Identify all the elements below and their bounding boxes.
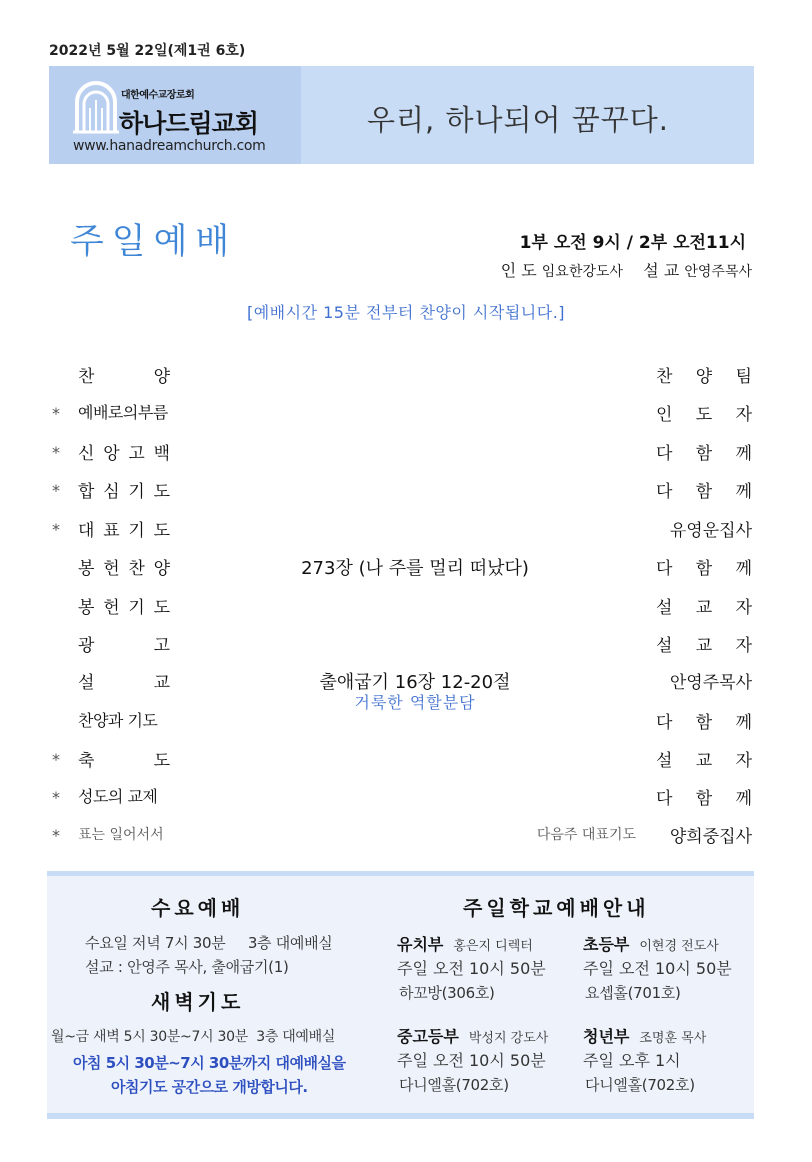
dawn-notice-1: 아침 5시 30분~7시 30분까지 대예배실을 <box>73 1054 346 1072</box>
order-row <box>0 631 812 659</box>
website-url[interactable]: www.hanadreamchurch.com <box>73 138 266 154</box>
order-detail: 273장 (나 주를 멀리 떠났다) <box>301 558 529 579</box>
dept-name: 청년부 <box>583 1027 630 1046</box>
order-footnote <box>0 822 812 850</box>
wednesday-place-text: 3층 대예배실 <box>247 934 333 952</box>
order-leader: 다 함 께 <box>656 713 752 733</box>
order-row <box>0 362 812 390</box>
wednesday-sermon: 설교 : 안영주 목사, 출애굽기(1) <box>85 958 289 976</box>
dept-time: 주일 오전 10시 50분 <box>583 959 732 978</box>
standing-mark: * <box>52 404 60 423</box>
order-row <box>0 439 812 467</box>
dept-name: 중고등부 <box>397 1027 459 1046</box>
dept-time: 주일 오후 1시 <box>583 1051 681 1070</box>
dawn-time <box>51 1026 335 1046</box>
order-row <box>0 477 812 505</box>
sunday-school-title: 주일학교예배안내 <box>463 896 650 920</box>
dept-heading <box>583 932 719 955</box>
church-arch-icon <box>73 78 119 134</box>
service-notice: [예배시간 15분 전부터 찬양이 시작됩니다.] <box>246 303 566 322</box>
dawn-notice-2: 아침기도 공간으로 개방합니다. <box>111 1078 308 1096</box>
order-leader: 찬 양 팀 <box>656 367 752 387</box>
order-row <box>0 708 812 736</box>
header-banner <box>49 66 754 164</box>
standing-mark: * <box>52 443 60 462</box>
order-item: 합 심 기 도 <box>78 482 170 502</box>
sunday-service-title: 주일예배 <box>70 222 238 262</box>
dept-time: 주일 오전 10시 50분 <box>397 1051 546 1070</box>
order-row <box>0 784 812 812</box>
order-leader: 설 교 자 <box>656 751 752 771</box>
order-leader: 다 함 께 <box>656 559 752 579</box>
order-row <box>0 668 812 712</box>
dept-heading <box>397 1024 548 1047</box>
order-row <box>0 400 812 428</box>
standing-mark: * <box>52 788 60 807</box>
dawn-title: 새벽기도 <box>151 990 245 1014</box>
standing-note: 표는 일어서서 <box>78 827 164 843</box>
next-prayer-name: 양희중집사 <box>669 827 752 847</box>
denomination: 대한예수교장로회 <box>121 90 195 101</box>
standing-mark: * <box>52 481 60 500</box>
order-detail: 출애굽기 16장 12-20절 <box>319 672 511 693</box>
order-item: 찬양과 기도 <box>78 711 158 730</box>
dept-place: 다니엘홀(702호) <box>585 1076 695 1094</box>
order-leader: 인 도 자 <box>656 405 752 425</box>
order-item: 찬 양 <box>78 367 170 387</box>
order-row <box>0 516 812 544</box>
order-row <box>0 593 812 621</box>
info-section <box>47 871 754 1119</box>
dept-name: 유치부 <box>397 935 444 954</box>
leader-name: 임요한강도사 <box>541 264 623 280</box>
standing-mark: * <box>52 750 60 769</box>
order-leader: 설 교 자 <box>656 636 752 656</box>
order-item: 설 교 <box>78 673 170 693</box>
dept-place: 요셉홀(701호) <box>585 984 681 1002</box>
dept-place: 하꼬방(306호) <box>399 984 495 1002</box>
service-times: 1부 오전 9시 / 2부 오전11시 <box>519 233 746 253</box>
leader-label: 인 도 <box>500 261 537 280</box>
dept-heading <box>583 1024 706 1047</box>
dept-leader: 박성지 강도사 <box>468 1031 549 1046</box>
order-leader: 유영운집사 <box>669 521 752 541</box>
dept-name: 초등부 <box>583 935 630 954</box>
dept-heading <box>397 932 533 955</box>
order-item: 봉 헌 기 도 <box>78 598 170 618</box>
church-logo <box>49 66 301 164</box>
wednesday-time <box>85 932 332 953</box>
order-item: 예배로의부름 <box>78 403 168 422</box>
issue-date: 2022년 5월 22일(제1권 6호) <box>49 43 246 59</box>
order-item: 축 도 <box>78 751 170 771</box>
church-name: 하나드림교회 <box>119 109 258 138</box>
next-prayer-label: 다음주 대표기도 <box>536 827 636 843</box>
dept-time: 주일 오전 10시 50분 <box>397 959 546 978</box>
preacher-name: 안영주목사 <box>684 264 752 280</box>
wednesday-time-text: 수요일 저녁 7시 30분 <box>85 934 226 952</box>
order-row <box>0 746 812 774</box>
order-item: 광 고 <box>78 636 170 656</box>
preacher-label: 설 교 <box>643 261 680 280</box>
wednesday-title: 수요예배 <box>151 896 245 920</box>
dept-place: 다니엘홀(702호) <box>399 1076 509 1094</box>
order-leader: 다 함 께 <box>656 482 752 502</box>
order-row <box>0 554 812 582</box>
order-leader: 다 함 께 <box>656 444 752 464</box>
order-item: 성도의 교제 <box>78 787 158 806</box>
dawn-time-text: 월~금 새벽 5시 30분~7시 30분 <box>51 1029 248 1045</box>
order-item: 봉 헌 찬 양 <box>78 559 170 579</box>
standing-mark: * <box>52 826 60 845</box>
order-leader: 안영주목사 <box>669 673 752 693</box>
order-item: 대 표 기 도 <box>78 521 170 541</box>
dept-leader: 이현경 전도사 <box>639 939 719 954</box>
church-motto: 우리, 하나되어 꿈꾸다. <box>367 103 669 137</box>
dept-leader: 홍은지 디렉터 <box>453 939 533 954</box>
dept-leader: 조명훈 목사 <box>639 1031 707 1046</box>
order-leader: 설 교 자 <box>656 598 752 618</box>
standing-mark: * <box>52 520 60 539</box>
order-item: 신 앙 고 백 <box>78 444 170 464</box>
service-leaders <box>501 258 752 281</box>
sermon-title: 거룩한 역할분담 <box>354 693 476 712</box>
order-leader: 다 함 께 <box>656 789 752 809</box>
dawn-place-text: 3층 대예배실 <box>256 1029 336 1045</box>
